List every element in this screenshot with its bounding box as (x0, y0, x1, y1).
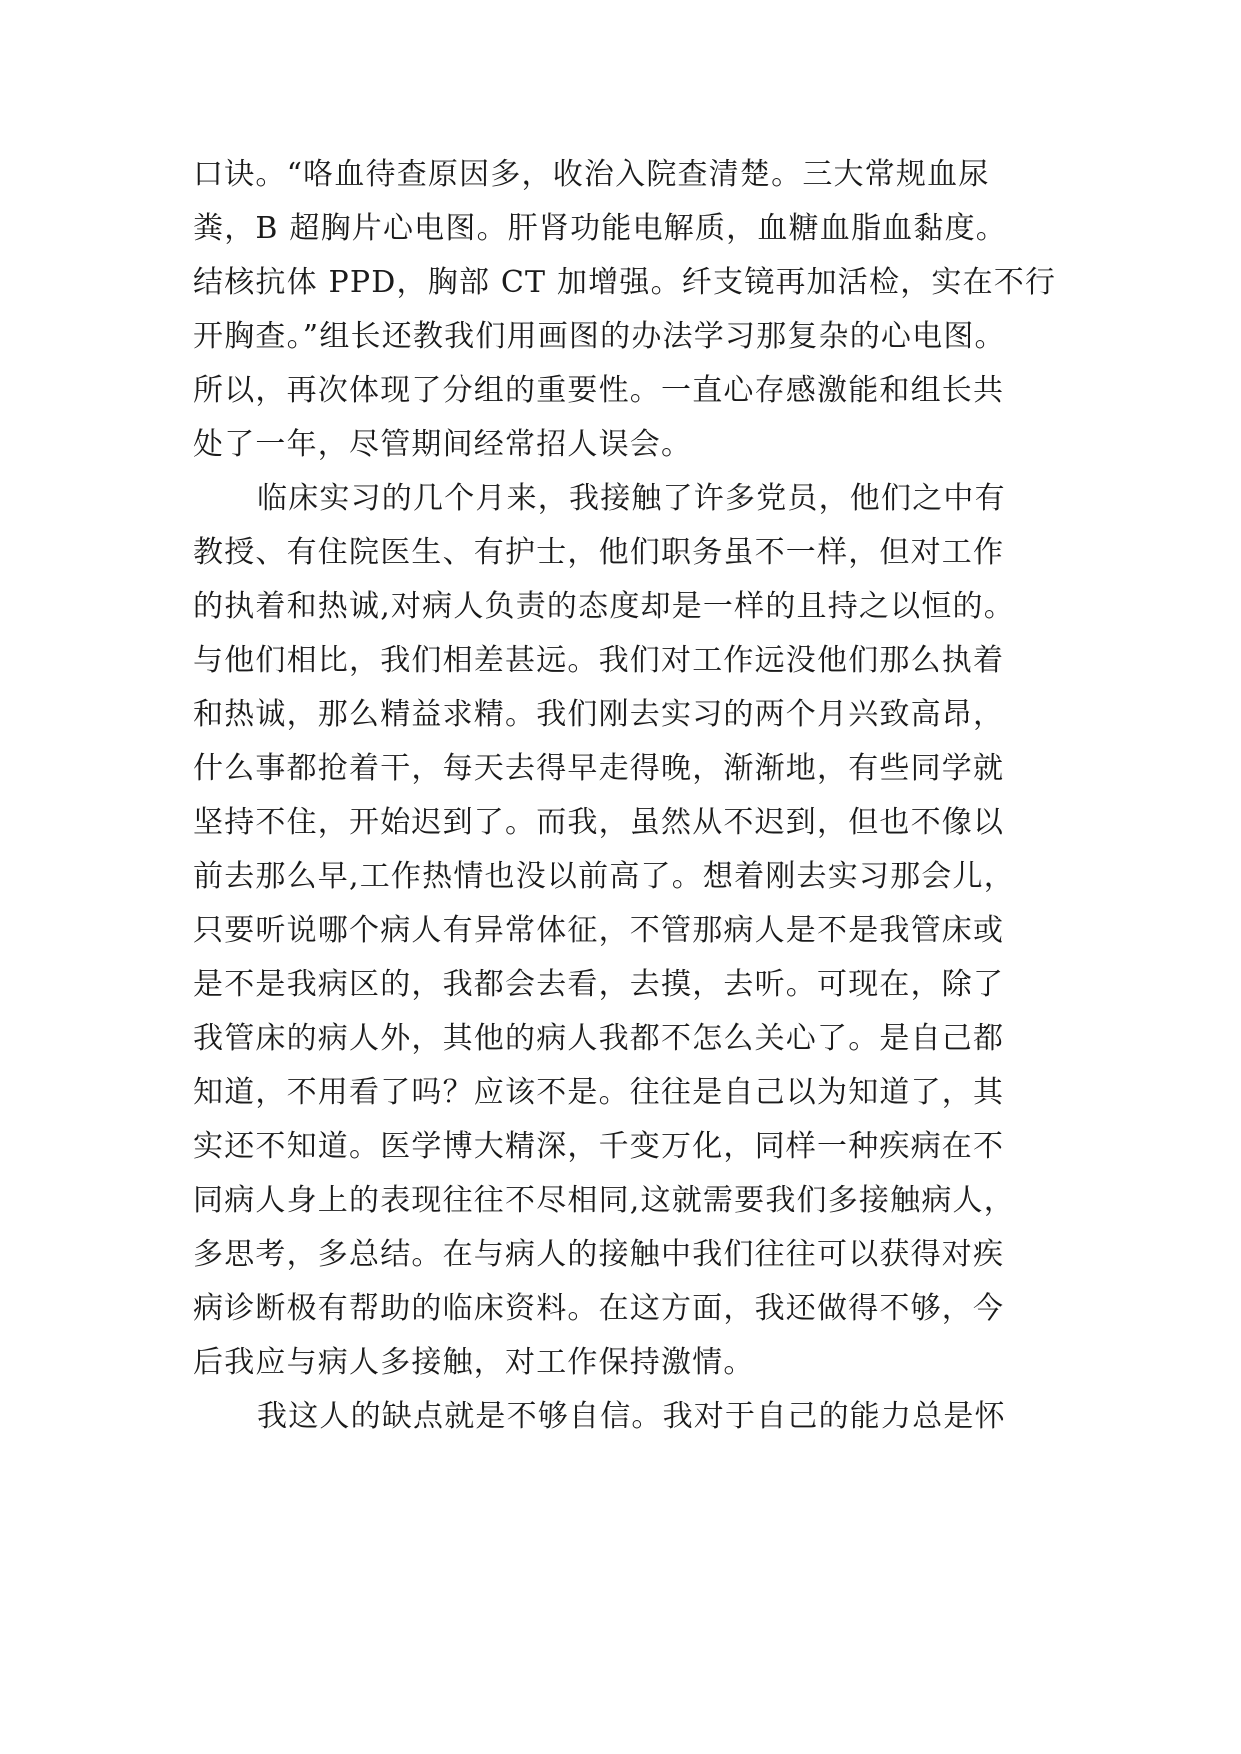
text-line: 知道，不用看了吗？应该不是。往往是自己以为知道了，其 (193, 1075, 1005, 1110)
text-line: 临床实习的几个月来，我接触了许多党员，他们之中有 (257, 481, 1006, 516)
text-line: 什么事都抢着干，每天去得早走得晚，渐渐地，有些同学就 (193, 751, 1005, 786)
text-line: 粪，B 超胸片心电图。肝肾功能电解质，血糖血脂血黏度。 (193, 211, 1007, 246)
paragraph-2 (193, 472, 1073, 1390)
text-line: 同病人身上的表现往往不尽相同,这就需要我们多接触病人， (193, 1183, 1015, 1218)
text-line: 前去那么早,工作热情也没以前高了。想着刚去实习那会儿， (193, 859, 1015, 894)
text-line: 结核抗体 PPD，胸部 CT 加增强。纤支镜再加活检，实在不行 (193, 265, 1057, 300)
text-line: 我管床的病人外，其他的病人我都不怎么关心了。是自己都 (193, 1021, 1005, 1056)
text-line: 开胸查。”组长还教我们用画图的办法学习那复杂的心电图。 (193, 319, 1006, 354)
text-line: 的执着和热诚,对病人负责的态度却是一样的且持之以恒的。 (193, 589, 1015, 624)
text-line: 多思考，多总结。在与病人的接触中我们往往可以获得对疾 (193, 1237, 1005, 1272)
text-line: 坚持不住，开始迟到了。而我，虽然从不迟到，但也不像以 (193, 805, 1005, 840)
text-line: 实还不知道。医学博大精深，千变万化，同样一种疾病在不 (193, 1129, 1005, 1164)
text-line: 后我应与病人多接触，对工作保持激情。 (193, 1345, 755, 1380)
text-line: 所以，再次体现了分组的重要性。一直心存感激能和组长共 (193, 373, 1005, 408)
text-line: 是不是我病区的，我都会去看，去摸，去听。可现在，除了 (193, 967, 1005, 1002)
text-line: 只要听说哪个病人有异常体征，不管那病人是不是我管床或 (193, 913, 1005, 948)
text-line: 我这人的缺点就是不够自信。我对于自己的能力总是怀 (257, 1399, 1006, 1434)
paragraph-1 (193, 148, 1073, 472)
text-line: 口诀。“咯血待查原因多，收治入院查清楚。三大常规血尿 (193, 157, 990, 192)
paragraph-3 (193, 1390, 1073, 1444)
text-line: 与他们相比，我们相差甚远。我们对工作远没他们那么执着 (193, 643, 1005, 678)
text-line: 处了一年，尽管期间经常招人误会。 (193, 427, 693, 462)
body-text (193, 148, 1073, 1444)
text-line: 和热诚，那么精益求精。我们刚去实习的两个月兴致高昂， (193, 697, 1005, 732)
text-line: 病诊断极有帮助的临床资料。在这方面，我还做得不够，今 (193, 1291, 1005, 1326)
text-line: 教授、有住院医生、有护士，他们职务虽不一样，但对工作 (193, 535, 1005, 570)
